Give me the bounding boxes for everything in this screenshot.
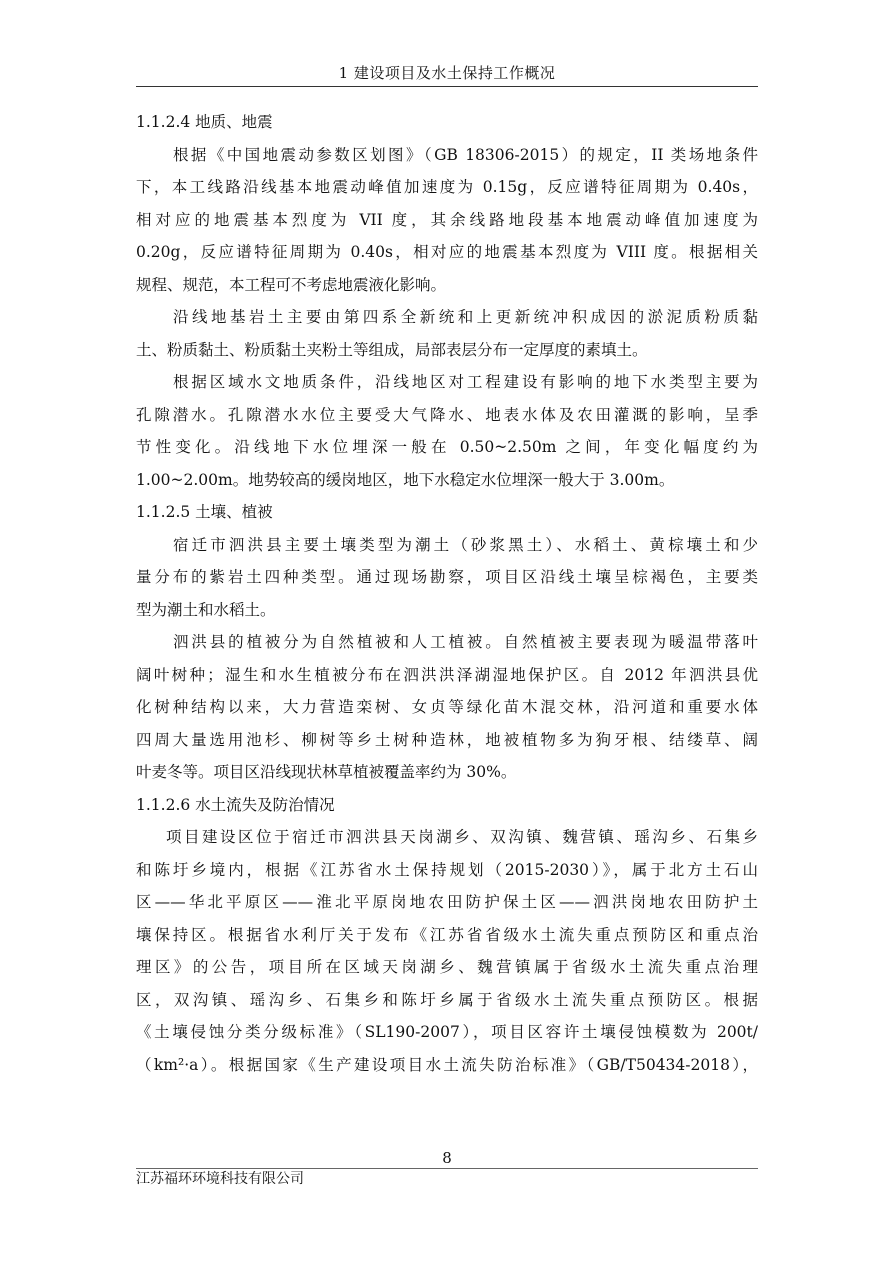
text-line: 规程、规范，本工程可不考虑地震液化影响。 — [136, 275, 447, 294]
page-number: 8 — [442, 1149, 452, 1167]
text-line: 《土壤侵蚀分类分级标准》（SL190-2007），项目区容许土壤侵蚀模数为 200t/ — [136, 1023, 758, 1041]
header-divider — [136, 86, 758, 87]
text-line: 沿线地基岩土主要由第四系全新统和上更新统冲积成因的淤泥质粉质黏 — [173, 308, 758, 326]
text-line: 叶麦冬等。项目区沿线现状林草植被覆盖率约为 30%。 — [136, 763, 517, 781]
text-line: 0.20g，反应谱特征周期为 0.40s，相对应的地震基本烈度为 VIII 度。根据相关 — [136, 243, 758, 261]
section-heading: 1.1.2.5 土壤、植被 — [136, 503, 273, 521]
text-line: 量分布的紫岩土四种类型。通过现场勘察，项目区沿线土壤呈棕褐色，主要类 — [136, 568, 758, 586]
text-line: 下，本工线路沿线基本地震动峰值加速度为 0.15g，反应谱特征周期为 0.40s， — [136, 178, 758, 196]
text-line: 土、粉质黏土、粉质黏土夹粉土等组成，局部表层分布一定厚度的素填土。 — [136, 340, 648, 359]
text-line: 相对应的地震基本烈度为 VII 度，其余线路地段基本地震动峰值加速度为 — [136, 210, 758, 229]
text-line: 根据区域水文地质条件，沿线地区对工程建设有影响的地下水类型主要为 — [173, 373, 758, 391]
text-line: 和陈圩乡境内，根据《江苏省水土保持规划（2015-2030）》，属于北方土石山 — [136, 860, 758, 879]
text-line: 宿迁市泗洪县主要土壤类型为潮土（砂浆黑土）、水稻土、黄棕壤土和少 — [173, 535, 758, 554]
text-line: 型为潮土和水稻土。 — [136, 600, 276, 619]
text-line: 四周大量选用池杉、柳树等乡土树种造林，地被植物多为狗牙根、结缕草、阔 — [136, 730, 758, 749]
text-line: 泗洪县的植被分为自然植被和人工植被。自然植被主要表现为暖温带落叶 — [173, 633, 758, 651]
text-line: 1.00~2.00m。地势较高的缓岗地区，地下水稳定水位埋深一般大于 3.00m。 — [136, 470, 675, 489]
running-header: 1 建设项目及水土保持工作概况 — [338, 64, 556, 82]
text-line: （km²·a）。根据国家《生产建设项目水土流失防治标准》（GB/T50434-2018）， — [136, 1055, 758, 1074]
text-line: 节性变化。沿线地下水位埋深一般在 0.50~2.50m 之间，年变化幅度约为 — [136, 438, 758, 456]
footer-company: 江苏福环环境科技有限公司 — [136, 1171, 304, 1187]
text-line: 项目建设区位于宿迁市泗洪县天岗湖乡、双沟镇、魏营镇、瑶沟乡、石集乡 — [166, 828, 758, 846]
text-line: 理区》的公告，项目所在区域天岗湖乡、魏营镇属于省级水土流失重点治理 — [136, 958, 758, 976]
text-line: 根据《中国地震动参数区划图》（GB 18306-2015）的规定，II 类场地条件 — [173, 145, 758, 164]
text-line: 阔叶树种；湿生和水生植被分布在泗洪洪泽湖湿地保护区。自 2012 年泗洪县优 — [136, 665, 758, 684]
text-line: 壤保持区。根据省水利厅关于发布《江苏省省级水土流失重点预防区和重点治 — [136, 925, 758, 944]
text-line: 区——华北平原区——淮北平原岗地农田防护保土区——泗洪岗地农田防护土 — [136, 893, 758, 911]
section-heading: 1.1.2.4 地质、地震 — [136, 113, 273, 131]
text-line: 化树种结构以来，大力营造栾树、女贞等绿化苗木混交林，沿河道和重要水体 — [136, 698, 758, 716]
body-text — [136, 106, 758, 1081]
section-heading: 1.1.2.6 水土流失及防治情况 — [136, 795, 335, 814]
text-line: 孔隙潜水。孔隙潜水水位主要受大气降水、地表水体及农田灌溉的影响，呈季 — [136, 405, 758, 424]
footer-divider — [136, 1168, 758, 1169]
text-line: 区，双沟镇、瑶沟乡、石集乡和陈圩乡属于省级水土流失重点预防区。根据 — [136, 990, 758, 1009]
